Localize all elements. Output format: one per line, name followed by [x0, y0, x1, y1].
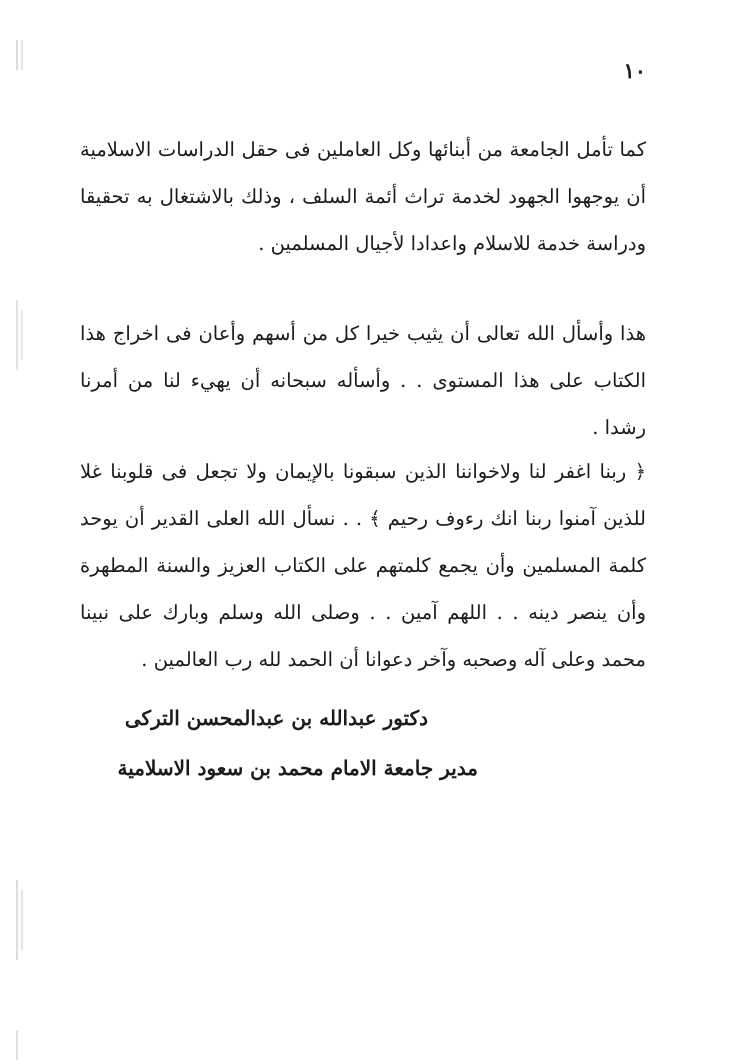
- paragraph-university-hope: كما تأمل الجامعة من أبنائها وكل العاملين فى حقل الدراسات الاسلامية أن يوجهوا الجهود لخدمة تراث أئمة السلف ، وذلك بالاشتغال به تحقيقا ودراسة خدمة للاسلام واعدادا لأجيال المسلمين .: [80, 137, 646, 255]
- signature-title: مدير جامعة الامام محمد بن سعود الاسلامية: [117, 756, 478, 780]
- paragraph-prayer: ﴿ ربنا اغفر لنا ولاخواننا الذين سبقونا بالإيمان ولا تجعل فى قلوبنا غلا للذين آمنوا ربنا انك رءوف رحيم ﴾ . . نسأل الله العلى القدير أن يوحد كلمة المسلمين وأن يجمع كلمتهم على الكتاب العزيز والسنة المطهرة وأن ينصر دينه . . اللهم آمين . . وصلى الله وسلم وبارك على نبينا محمد وعلى آله وصحبه وآخر دعوانا أن الحمد لله رب العالمين .: [80, 459, 646, 671]
- scan-edge-marks: [14, 0, 26, 1064]
- signature-name: دكتور عبدالله بن عبدالمحسن التركى: [124, 706, 428, 730]
- page-number: ١٠: [623, 58, 646, 83]
- paragraph-thanks: هذا وأسأل الله تعالى أن يثيب خيرا كل من أسهم وأعان فى اخراج هذا الكتاب على هذا المستوى . . وأسأله سبحانه أن يهيء لنا من أمرنا رشدا .: [80, 321, 646, 439]
